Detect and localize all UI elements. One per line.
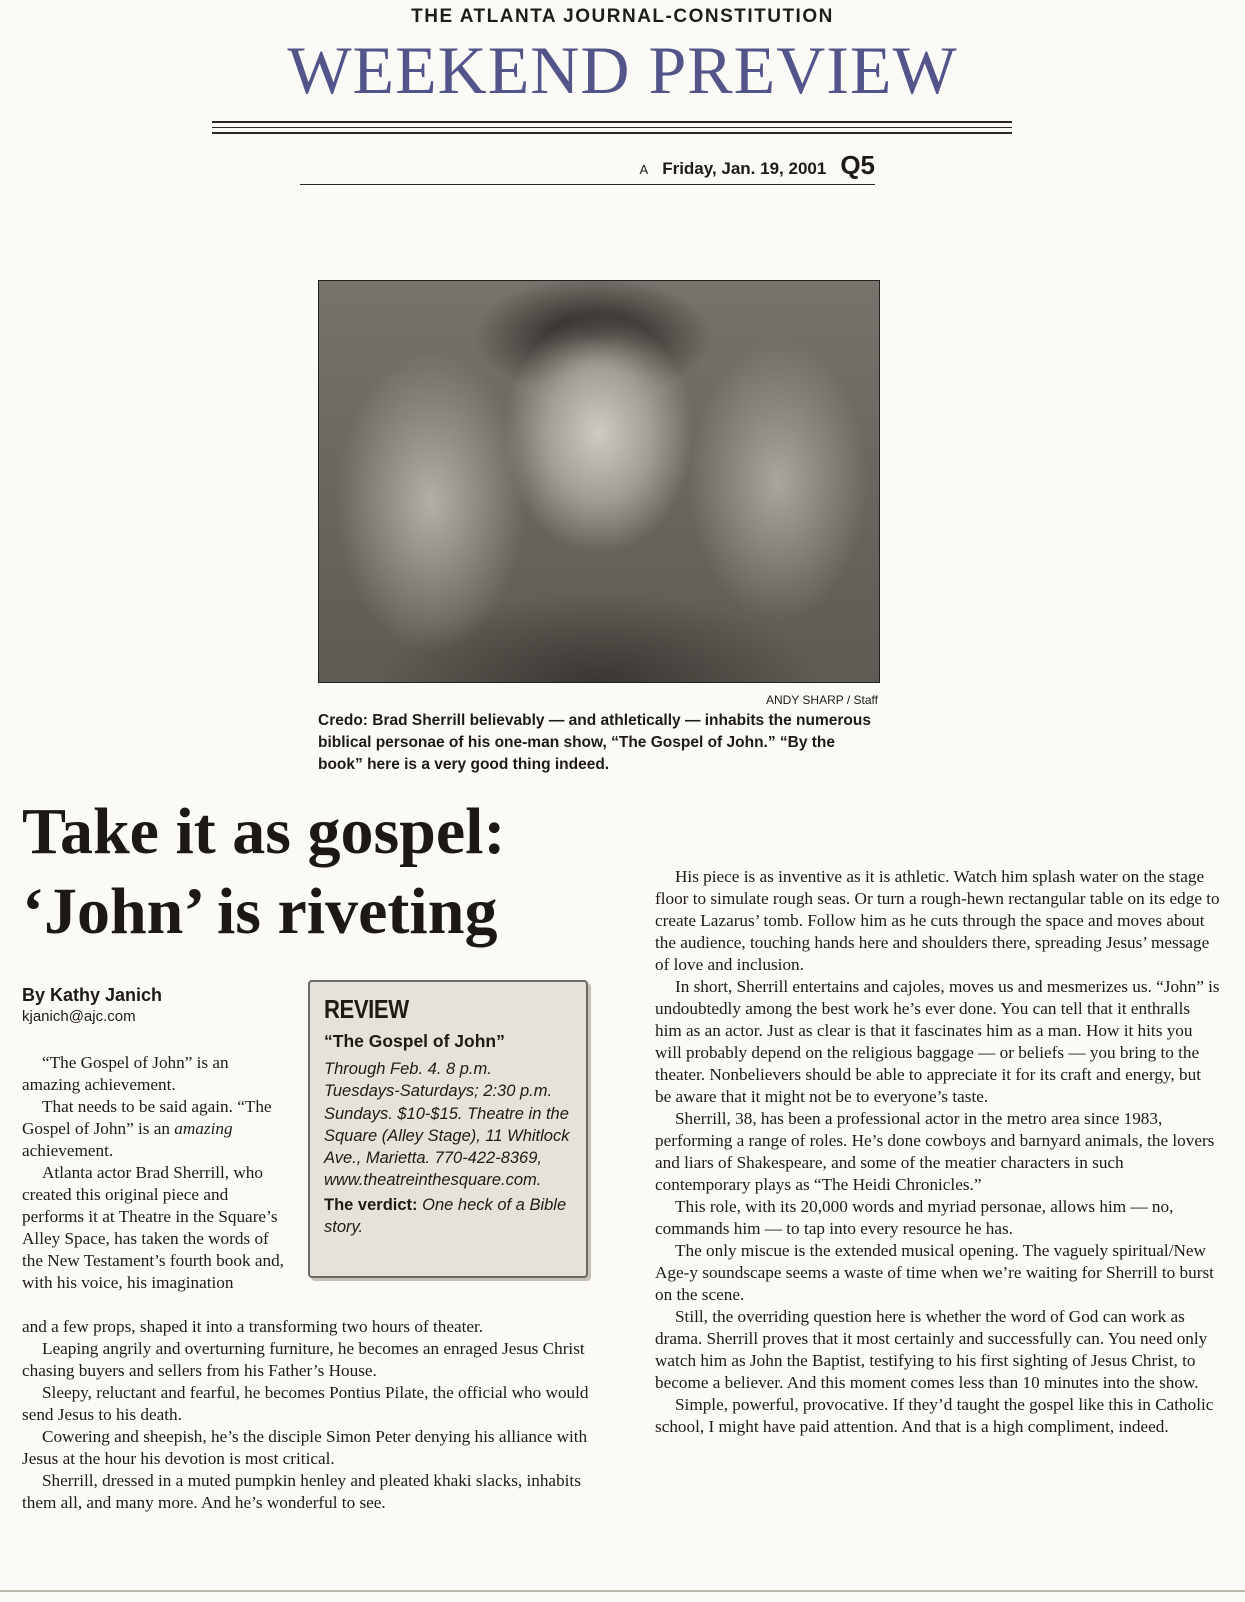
issue-date: Friday, Jan. 19, 2001 <box>662 159 827 178</box>
page-number: Q5 <box>840 150 875 180</box>
review-verdict <box>324 1194 572 1238</box>
article-photo <box>318 280 880 683</box>
review-label: REVIEW <box>324 994 409 1024</box>
emphasis-text: amazing <box>174 1119 233 1138</box>
paragraph: In short, Sherrill entertains and cajoles, moves us and mesmerizes us. “John” is undoubtedly among the best work he’s ever done. You can tell that it enthralls him as an actor. Just as clear is that it fascinates him as a man. How it hits you will probably depend on the religious baggage — or beliefs — you bring to the theater. Nonbelievers should be able to appreciate it for its craft and energy, but be aware that it might not be to everyone’s taste. <box>655 977 1220 1106</box>
photo-credit: ANDY SHARP / Staff <box>765 693 878 707</box>
paragraph-text: achievement. <box>22 1141 114 1160</box>
author-email: kjanich@ajc.com <box>22 1008 136 1025</box>
paragraph-text: That needs to be said again. “The Gospel of John” is an <box>22 1097 272 1138</box>
paragraph: and a few props, shaped it into a transforming two hours of theater. <box>22 1317 484 1336</box>
masthead-rule-bottom <box>212 132 1012 134</box>
paragraph: Sherrill, dressed in a muted pumpkin henley and pleated khaki slacks, inhabits them all, and many more. And he’s wonderful to see. <box>22 1471 581 1512</box>
paragraph: Still, the overriding question here is whether the word of God can work as drama. Sherrill proves that it most certainly and successfully can. You need only watch him as John the Baptist, testifying to his first sighting of Jesus Christ, to become a believer. And this moment comes less than 10 minutes into the show. <box>655 1307 1208 1392</box>
review-show-title: “The Gospel of John” <box>324 1031 505 1051</box>
paragraph <box>22 1096 284 1162</box>
edition-marker: A <box>639 162 649 177</box>
article-column-left-wide <box>22 1316 597 1514</box>
masthead-rule-middle <box>212 127 1012 128</box>
review-info-box <box>308 980 588 1278</box>
byline: By Kathy Janich <box>22 985 163 1005</box>
headline <box>22 792 642 952</box>
paragraph: Cowering and sheepish, he’s the disciple Simon Peter denying his alliance with Jesus at the hour his devotion is most critical. <box>22 1427 588 1468</box>
photo-caption: Credo: Brad Sherrill believably — and athletically — inhabits the numerous biblical personae of his one-man show, “The Gospel of John.” “By the book” here is a very good thing indeed. <box>318 712 871 773</box>
article-column-right <box>655 866 1220 1438</box>
masthead-paper-name: THE ATLANTA JOURNAL-CONSTITUTION <box>411 6 834 27</box>
paragraph: Simple, powerful, provocative. If they’d taught the gospel like this in Catholic school, I might have paid attention. And that is a high compliment, indeed. <box>655 1395 1214 1436</box>
verdict-label: The verdict: <box>324 1195 418 1214</box>
dateline <box>300 150 875 181</box>
article-column-left-narrow <box>22 1052 284 1294</box>
verdict-text: One heck of a Bible story. <box>324 1195 567 1236</box>
paragraph: His piece is as inventive as it is athletic. Watch him splash water on the stage floor to simulate rough seas. Or turn a rough-hewn rectangular table on its edge to create Lazarus’ tomb. Follow him as he cuts through the space and moves about the audience, touching hands here and shoulders there, spreading Jesus’ message of love and inclusion. <box>655 867 1220 974</box>
paragraph: This role, with its 20,000 words and myriad personae, allows him — no, commands him — to tap into every resource he has. <box>655 1197 1174 1238</box>
paragraph: Sleepy, reluctant and fearful, he becomes Pontius Pilate, the official who would send Jesus to his death. <box>22 1383 589 1424</box>
dateline-rule <box>300 184 875 185</box>
headline-line-1: Take it as gospel: <box>22 795 506 868</box>
paragraph: The only miscue is the extended musical opening. The vaguely spiritual/New Age-y soundscape seems a waste of time when we’re waiting for Sherrill to burst on the scene. <box>655 1241 1214 1304</box>
paragraph: “The Gospel of John” is an amazing achievement. <box>22 1053 229 1094</box>
masthead-rule-top <box>212 121 1012 123</box>
review-show-details: Through Feb. 4. 8 p.m. Tuesdays-Saturdays; 2:30 p.m. Sundays. $10-$15. Theatre in the Square (Alley Stage), 11 Whitlock Ave., Marietta. 770-422-8369, www.theatreinthesquare.com. <box>324 1060 570 1190</box>
masthead-section-title: WEEKEND PREVIEW <box>287 32 958 108</box>
paragraph: Atlanta actor Brad Sherrill, who created this original piece and performs it at Theatre in the Square’s Alley Space, has taken the words of the New Testament’s fourth book and, with his voice, his imagination <box>22 1163 284 1292</box>
headline-line-2: ‘John’ is riveting <box>22 875 498 948</box>
paragraph: Leaping angrily and overturning furniture, he becomes an enraged Jesus Christ chasing buyers and sellers from his Father’s House. <box>22 1339 585 1380</box>
paragraph: Sherrill, 38, has been a professional actor in the metro area since 1983, performing a range of roles. He’s done cowboys and barnyard animals, the lovers and liars of Shakespeare, and some of the meatier characters in such contemporary plays as “The Heidi Chronicles.” <box>655 1109 1215 1194</box>
page-bottom-rule <box>0 1590 1245 1592</box>
